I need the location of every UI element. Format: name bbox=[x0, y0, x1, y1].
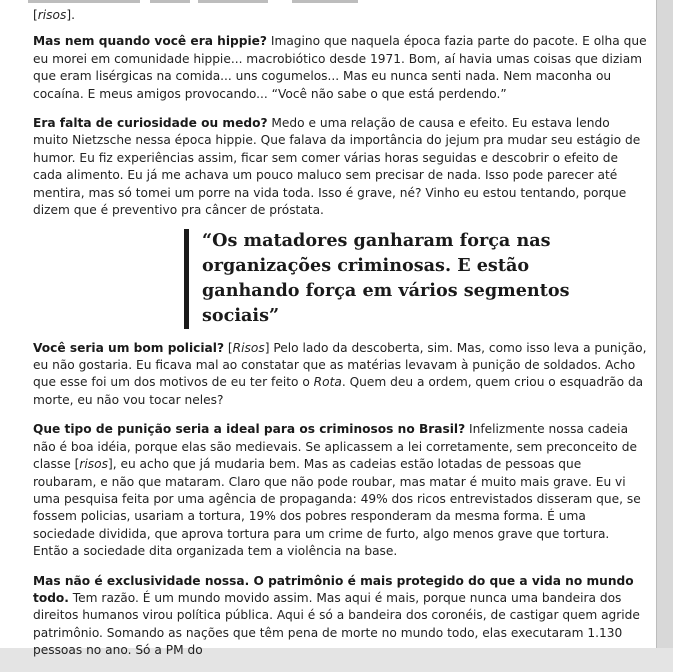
question-policial: Você seria um bom policial? bbox=[33, 340, 225, 355]
paragraph-curiosidade bbox=[33, 115, 648, 219]
answer-curiosidade: Medo e uma relação de causa e efeito. Eu estava lendo muito Nietzsche nessa época hippie. Que falava da importância do jejum pra mudar seu estágio de humor. Eu fiz experiências assim, ficar sem comer várias horas seguidas e descobrir o efeito de cada alimento. Eu já me achava um pouco maluco sem precisar de nada. Isso pode parecer até mentira, mas só tomei um porre na vida toda. Isso é grave, né? Vinho eu estou tentando, porque dizem que é preventivo pra câncer de próstata. bbox=[33, 116, 641, 218]
answer-policial-part3: . Quem deu a ordem, quem criou o esquadrão da morte, eu não vou tocar neles? bbox=[33, 375, 644, 407]
question-patrimonio: Mas não é exclusividade nossa. O patrimônio é mais protegido do que a vida no mundo todo. bbox=[33, 573, 634, 605]
top-image-strip bbox=[0, 0, 656, 3]
rota-book-title: Rota bbox=[313, 375, 342, 390]
risos-italic-2: risos bbox=[79, 457, 108, 472]
risos-italic: Risos bbox=[232, 340, 265, 355]
answer-punicao-part2: ], eu acho que já mudaria bem. Mas as cadeias estão lotadas de pessoas que roubaram, e não que mataram. Claro que não pode roubar, mas matar é muito mais grave. Eu vi uma pesquisa feita por uma agência de propaganda: 49% dos ricos entrevistados disseram que, se fossem policias, usariam a tortura, 19% dos pobres responderam da mesma forma. É uma sociedade dividida, que aprova tortura para um crime de furto, algo menos grave que tortura. Então a sociedade dita organizada tem a violência na base. bbox=[33, 457, 641, 559]
page-right-gutter bbox=[656, 0, 673, 648]
answer-patrimonio: Tem razão. É um mundo movido assim. Mas aqui é mais, porque nunca uma bandeira dos direitos humanos virou política pública. Aqui é só a bandeira dos coronéis, de castigar quem agride patrimônio. Somando as nações que têm pena de morte no mundo todo, elas executaram 1.130 pessoas no ano. Só a PM do bbox=[33, 590, 640, 658]
paragraph-hippie bbox=[33, 33, 648, 103]
paragraph-punicao bbox=[33, 421, 648, 560]
pull-quote: “Os matadores ganharam força nas organizações criminosas. E estão ganhando força em vários segmentos sociais” bbox=[184, 229, 602, 328]
top-fragment: [risos]. bbox=[33, 8, 75, 22]
answer-hippie: Imagino que naquela época fazia parte do pacote. E olha que eu morei em comunidade hippie... macrobiótico desde 1971. Bom, aí havia umas coisas que diziam que eram lisérgicas na comida... uns cogumelos... Mas eu nunca senti nada. Nem maconha ou cocaína. E meus amigos provocando... “Você não sabe o que está perdendo.” bbox=[33, 34, 647, 101]
question-hippie: Mas nem quando você era hippie? bbox=[33, 34, 267, 49]
risos-fragment: risos bbox=[37, 8, 67, 22]
question-curiosidade: Era falta de curiosidade ou medo? bbox=[33, 116, 268, 131]
answer-policial-part1: [ bbox=[224, 340, 233, 355]
answer-punicao-part1: Infelizmente nossa cadeia não é boa idéia, porque elas são medievais. Se aplicassem a lei corretamente, sem preconceito de classe [ bbox=[33, 422, 637, 472]
paragraph-policial bbox=[33, 340, 648, 410]
question-punicao: Que tipo de punição seria a ideal para os criminosos no Brasil? bbox=[33, 422, 466, 437]
article-body bbox=[33, 7, 648, 672]
answer-policial-part2: ] Pelo lado da descoberta, sim. Mas, como isso leva a punição, eu não gostaria. Eu ficava mal ao constatar que as matérias levavam à punição de soldados. Acho que esse foi um dos motivos de eu ter feito o bbox=[33, 340, 647, 390]
paragraph-patrimonio bbox=[33, 573, 648, 660]
